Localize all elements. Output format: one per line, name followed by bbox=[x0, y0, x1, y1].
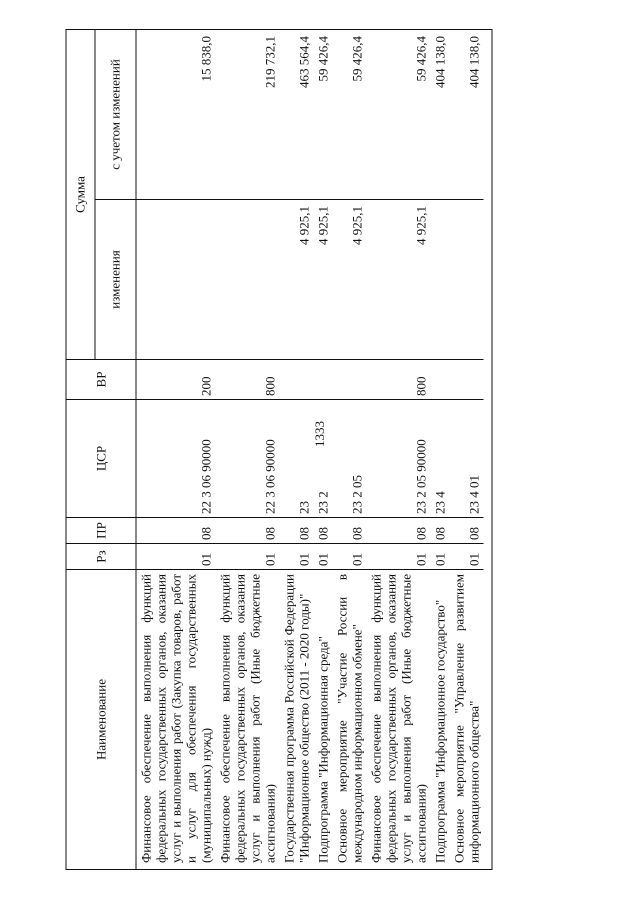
table-row bbox=[313, 30, 332, 870]
row-vr bbox=[332, 360, 366, 400]
table-row bbox=[215, 30, 279, 870]
row-vr bbox=[430, 360, 449, 400]
row-vr bbox=[279, 360, 313, 400]
table-row bbox=[449, 30, 483, 870]
header-changes: изменения bbox=[95, 200, 136, 360]
row-with-changes: 463 564,4 bbox=[279, 30, 313, 200]
row-name: Подпрограмма "Информационная среда" bbox=[313, 570, 332, 870]
row-csr: 22 3 06 90000 bbox=[215, 400, 279, 518]
table-row bbox=[279, 30, 313, 870]
row-vr: 800 bbox=[366, 360, 430, 400]
row-with-changes: 15 838,0 bbox=[136, 30, 216, 200]
row-name: Основное мероприятие "Управление развитием информационного общества" bbox=[449, 570, 483, 870]
row-rz: 01 bbox=[136, 544, 216, 570]
row-changes bbox=[430, 200, 449, 360]
row-rz: 01 bbox=[430, 544, 449, 570]
row-pr: 08 bbox=[449, 518, 483, 544]
row-pr: 08 bbox=[313, 518, 332, 544]
row-rz: 01 bbox=[366, 544, 430, 570]
row-with-changes: 404 138,0 bbox=[430, 30, 449, 200]
row-pr: 08 bbox=[366, 518, 430, 544]
row-vr: 200 bbox=[136, 360, 216, 400]
row-changes bbox=[449, 200, 483, 360]
header-csr: ЦСР bbox=[66, 400, 136, 518]
table-row bbox=[136, 30, 216, 870]
row-csr: 23 4 01 bbox=[449, 400, 483, 518]
row-rz: 01 bbox=[332, 544, 366, 570]
row-csr: 23 2 05 bbox=[332, 400, 366, 518]
row-vr bbox=[313, 360, 332, 400]
row-with-changes: 59 426,4 bbox=[332, 30, 366, 200]
row-rz: 01 bbox=[313, 544, 332, 570]
rotated-page bbox=[65, 30, 630, 870]
row-with-changes: 59 426,4 bbox=[313, 30, 332, 200]
row-pr: 08 bbox=[279, 518, 313, 544]
row-pr: 08 bbox=[332, 518, 366, 544]
row-csr: 23 bbox=[279, 400, 313, 518]
row-name: Основное мероприятие "Участие России в международном информационном обмене" bbox=[332, 570, 366, 870]
row-rz: 01 bbox=[215, 544, 279, 570]
row-csr: 22 3 06 90000 bbox=[136, 400, 216, 518]
row-csr: 23 4 bbox=[430, 400, 449, 518]
table-row bbox=[366, 30, 430, 870]
row-with-changes: 404 138,0 bbox=[449, 30, 483, 200]
table-row bbox=[430, 30, 449, 870]
page-number: 1333 bbox=[312, 421, 327, 447]
row-csr: 23 2 05 90000 bbox=[366, 400, 430, 518]
row-rz: 01 bbox=[449, 544, 483, 570]
row-changes: 4 925,1 bbox=[366, 200, 430, 360]
row-rz: 01 bbox=[279, 544, 313, 570]
header-with-changes: с учетом изменений bbox=[95, 30, 136, 200]
header-name: Наименование bbox=[66, 570, 136, 870]
row-pr: 08 bbox=[215, 518, 279, 544]
table-body bbox=[136, 30, 484, 870]
row-name: Подпрограмма "Информационное государство" bbox=[430, 570, 449, 870]
row-name: Государственная программа Российской Федерации "Информационное общество (2011 - 2020 годы)" bbox=[279, 570, 313, 870]
row-pr: 08 bbox=[136, 518, 216, 544]
row-changes: 4 925,1 bbox=[279, 200, 313, 360]
row-pr: 08 bbox=[430, 518, 449, 544]
row-name: Финансовое обеспечение выполнения функций федеральных государственных органов, оказания услуг и выполнения работ (Иные бюджетные ассигнования) bbox=[215, 570, 279, 870]
row-changes bbox=[215, 200, 279, 360]
row-name: Финансовое обеспечение выполнения функций федеральных государственных органов, оказания услуг и выполнения работ (Иные бюджетные ассигнования) bbox=[366, 570, 430, 870]
row-name: Финансовое обеспечение выполнения функций федеральных государственных органов, оказания услуг и выполнения работ (Закупка товаров, работ и услуг для обеспечения государственных (муниципальных) нужд) bbox=[136, 570, 216, 870]
header-rz: Рз bbox=[66, 544, 136, 570]
header-vr: ВР bbox=[66, 360, 136, 400]
row-changes: 4 925,1 bbox=[313, 200, 332, 360]
row-with-changes: 219 732,1 bbox=[215, 30, 279, 200]
table-row bbox=[332, 30, 366, 870]
header-summa: Сумма bbox=[66, 30, 95, 360]
header-pr: ПР bbox=[66, 518, 136, 544]
row-vr: 800 bbox=[215, 360, 279, 400]
budget-table bbox=[65, 29, 492, 870]
row-changes: 4 925,1 bbox=[332, 200, 366, 360]
row-changes bbox=[136, 200, 216, 360]
row-csr: 23 2 bbox=[313, 400, 332, 518]
row-with-changes: 59 426,4 bbox=[366, 30, 430, 200]
row-vr bbox=[449, 360, 483, 400]
